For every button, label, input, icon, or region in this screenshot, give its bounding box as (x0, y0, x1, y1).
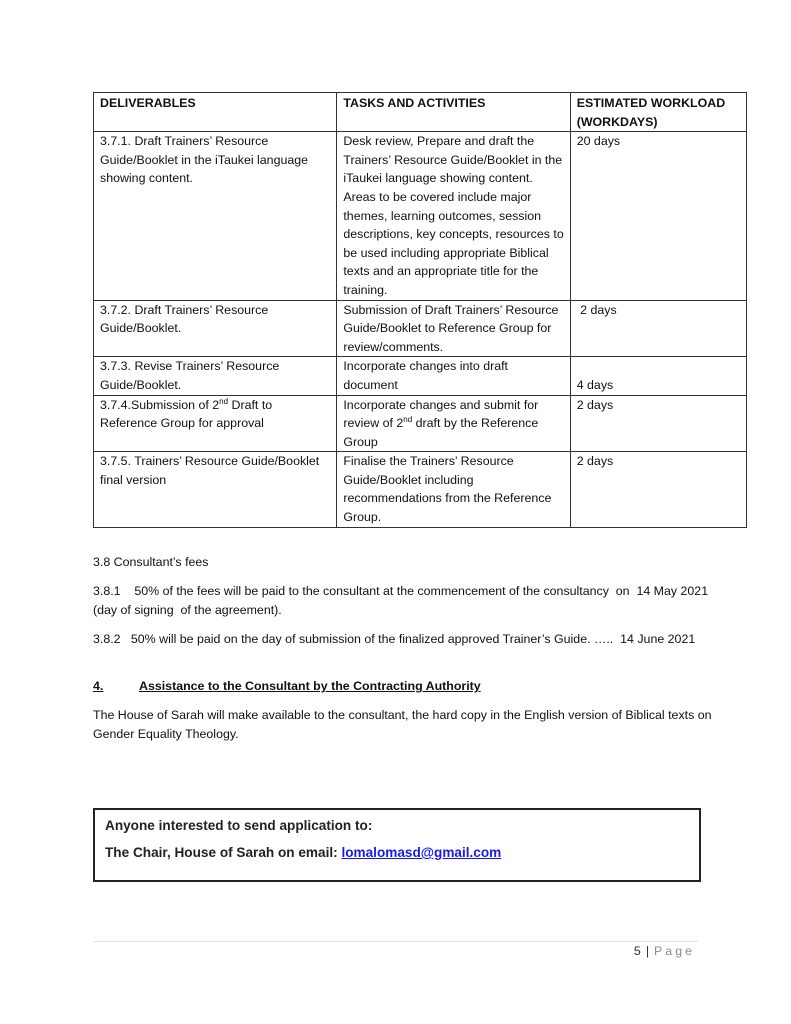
deliverable-cell: 3.7.5. Trainers’ Resource Guide/Booklet final version (94, 452, 337, 527)
task-cell (337, 395, 570, 452)
workload-cell: 20 days (570, 132, 746, 300)
task-cell: Finalise the Trainers’ Resource Guide/Booklet including recommendations from the Reference Group. (337, 452, 570, 527)
section-number: 4. (93, 679, 104, 693)
contact-prefix: The Chair, House of Sarah on email: (105, 845, 342, 860)
deliverable-cell: 3.7.3. Revise Trainers’ Resource Guide/Booklet. (94, 357, 337, 395)
contact-line-1: Anyone interested to send application to: (105, 818, 373, 833)
table-row (94, 132, 747, 300)
workload-cell: 2 days (570, 452, 746, 527)
contact-line-2 (105, 845, 501, 860)
page-number: 5 (633, 944, 641, 958)
deliverable-cell: 3.7.2. Draft Trainers’ Resource Guide/Booklet. (94, 300, 337, 357)
task-cell: Submission of Draft Trainers’ Resource Guide/Booklet to Reference Group for review/comments. (337, 300, 570, 357)
task-cell: Incorporate changes into draft document (337, 357, 570, 395)
workload-value: 4 days (576, 377, 614, 392)
header-tasks: TASKS AND ACTIVITIES (337, 93, 570, 132)
table-row (94, 300, 747, 357)
section-title: Assistance to the Consultant by the Contracting Authority (139, 679, 481, 693)
deliverable-cell (94, 395, 337, 452)
page-label: Page (654, 944, 695, 958)
table-row (94, 357, 747, 395)
deliverables-table (93, 92, 747, 528)
deliverable-cell: 3.7.1. Draft Trainers’ Resource Guide/Booklet in the iTaukei language showing content. (94, 132, 337, 300)
header-workload: ESTIMATED WORKLOAD (WORKDAYS) (570, 93, 746, 132)
task-text: Incorporate changes and submit for review of 2 (343, 397, 539, 431)
workload-cell (570, 357, 746, 395)
footer-divider (93, 941, 698, 942)
header-deliverables: DELIVERABLES (94, 93, 337, 132)
fees-paragraph-2: 3.8.2 50% will be paid on the day of submission of the finalized approved Trainer’s Guide. ….. 14 June 2021 (93, 632, 696, 646)
workload-cell: 2 days (570, 300, 746, 357)
table-row (94, 452, 747, 527)
ordinal-suffix: nd (403, 415, 413, 425)
ordinal-suffix: nd (219, 396, 229, 406)
fees-heading: 3.8 Consultant’s fees (93, 555, 209, 569)
table-header-row (94, 93, 747, 132)
workload-cell: 2 days (570, 395, 746, 452)
section-4-body: The House of Sarah will make available to the consultant, the hard copy in the English version of Biblical texts on Gender Equality Theology. (93, 708, 712, 741)
deliverable-text: 3.7.4.Submission of 2 (100, 397, 220, 412)
email-link[interactable]: lomalomasd@gmail.com (341, 845, 502, 860)
footer-separator: | (645, 944, 650, 958)
page-footer (634, 944, 695, 958)
task-cell: Desk review, Prepare and draft the Trainers’ Resource Guide/Booklet in the iTaukei language showing content. Areas to be covered include major themes, learning outcomes, session descriptions, key concepts, resources to be used including appropriate Biblical texts and an appropriate title for the training. (337, 132, 570, 300)
table-row (94, 395, 747, 452)
fees-paragraph-1: 3.8.1 50% of the fees will be paid to the consultant at the commencement of the consultancy on 14 May 2021 (day of signing of the agreement). (93, 584, 712, 617)
task-text-end: draft by the Reference Group (343, 416, 539, 449)
contact-box (93, 808, 701, 882)
deliverable-text-end: Draft to Reference Group for approval (100, 397, 273, 431)
